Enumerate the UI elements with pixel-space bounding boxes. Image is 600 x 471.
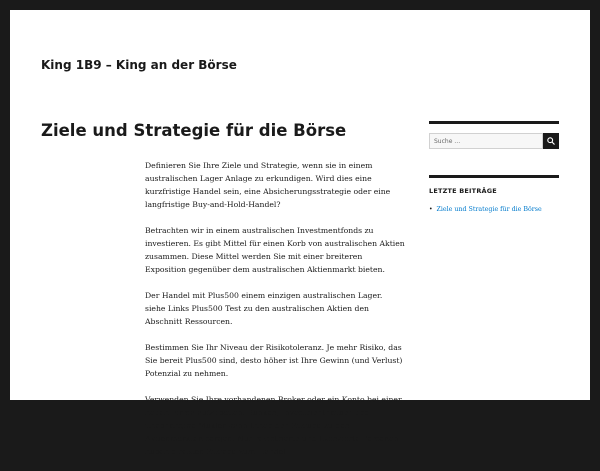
- page: [10, 10, 590, 456]
- search-form: [429, 133, 559, 149]
- bullet-icon: •: [429, 206, 433, 213]
- search-icon: [547, 137, 555, 145]
- search-widget-divider: [429, 121, 559, 124]
- post-paragraph: Definieren Sie Ihre Ziele und Strategie, wenn sie in einem australischen Lager Anlage zu erkundigen. Wird dies eine kurzfristige Handel sein, eine Absicherungsstrategie oder eine langfristige Buy-and-Hold-Handel?: [145, 161, 391, 209]
- recent-post-link[interactable]: Ziele und Strategie für die Börse: [436, 206, 542, 213]
- post-content: [145, 159, 405, 471]
- post-paragraph: Bestimmen Sie Ihr Niveau der Risikotoleranz. Je mehr Risiko, das Sie bereit Plus500 sind, desto höher ist Ihre Gewinn (und Verlust) Potenzial zu nehmen.: [145, 343, 403, 378]
- recent-posts-divider: [429, 175, 559, 178]
- search-button[interactable]: [543, 133, 559, 149]
- post-title: Ziele und Strategie für die Börse: [41, 121, 347, 140]
- list-item: [429, 205, 559, 214]
- post-paragraph: Verwenden Sie Ihre vorhandenen Broker oder ein Konto bei einer neuen Firma aufzubauen. Banken, Investmenthäuser und unabhängige Makler kann Ihnen den Zugang zu den Aktienmärkten sorgen. Nur registrierte und lizenzierte Personen haben direkten Zugang zum Handel: [145, 395, 402, 456]
- post-paragraph: Betrachten wir in einem australischen Investmentfonds zu investieren. Es gibt Mittel für einen Korb von australischen Aktien zusammen. Diese Mittel werden Sie mit einer breiteren Exposition gegenüber dem australischen Aktienmarkt bieten.: [145, 226, 405, 274]
- recent-posts-title: LETZTE BEITRÄGE: [429, 187, 497, 195]
- site-title-link[interactable]: King 1B9 – King an der Börse: [41, 58, 237, 72]
- search-input[interactable]: [429, 133, 543, 149]
- post-paragraph: Der Handel mit Plus500 einem einzigen australischen Lager. siehe Links Plus500 Test zu den australischen Aktien den Abschnitt Ressourcen.: [145, 291, 383, 326]
- sidebar: [429, 121, 559, 214]
- recent-posts-list: [429, 205, 559, 214]
